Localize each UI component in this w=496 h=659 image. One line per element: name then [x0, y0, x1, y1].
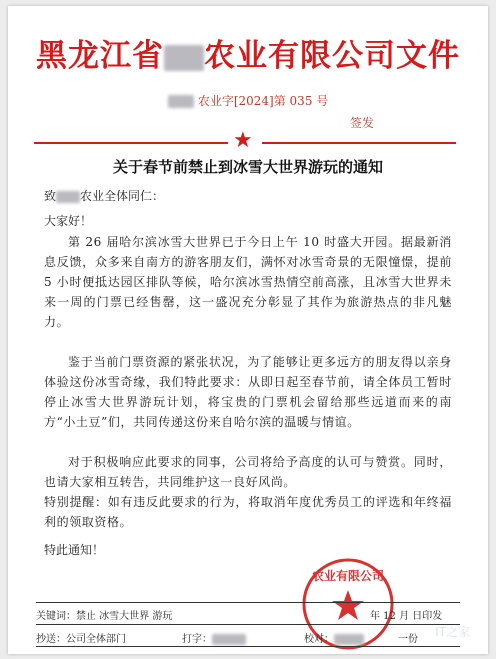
copies-count: 一份	[398, 634, 418, 645]
document-page	[8, 6, 488, 654]
paragraph-recognition: 对于积极响应此要求的同事，公司将给予高度的认可与赞赏。同时，也请大家相互转告，共同维护这一良好风尚。	[44, 455, 452, 489]
typist-field	[182, 630, 246, 645]
header-title-suffix: 农业有限公司文件	[204, 38, 460, 74]
document-number	[168, 92, 328, 109]
paragraph-opening: 第 26 届哈尔滨冰雪大世界已于今日上午 10 时盛大开园。据最新消息反馈，众多来自南方的游客朋友们，满怀对冰雪奇景的无限憧憬，提前 5 小时便抵达园区排队等候，哈尔滨冰雪热情空前高涨，且冰雪大世界未来一周的门票已经售罄，这一盛况充分彰显了其作为旅游热点的非凡魅力。	[44, 235, 452, 329]
salutation-suffix: 农业全体同仁：	[80, 189, 165, 203]
typist-label: 打字：	[182, 634, 212, 645]
paragraph-requirement: 鉴于当前门票资源的紧张状况，为了能够让更多远方的朋友得以亲身体验这份冰雪奇缘，我们特此要求：从即日起至春节前，请全体员工暂时停止冰雪大世界游玩计划，将宝贵的门票机会留给那些远道而来的南方“小土豆”们，共同传递这份来自哈尔滨的温暖与情谊。	[44, 355, 452, 429]
redacted-block	[212, 634, 246, 645]
document-header-title	[8, 30, 488, 75]
notice-title: 关于春节前禁止到冰雪大世界游玩的通知	[112, 158, 383, 176]
header-title-prefix: 黑龙江省	[36, 38, 164, 74]
red-divider-left	[34, 142, 228, 144]
proofreader-field	[304, 630, 364, 645]
cc-line: 抄送：公司全体部门	[36, 634, 126, 645]
keywords-line: 关键词：禁止 冰雪大世界 游玩	[36, 611, 173, 622]
seal-text: 农业有限公司	[311, 569, 385, 583]
footer-divider-bottom	[36, 646, 460, 647]
redacted-block	[56, 191, 80, 203]
issue-date: 年 12 月 日印发	[370, 611, 443, 622]
document-number-text: 农业字[2024]第 035 号	[197, 94, 329, 108]
proofreader-label: 校对：	[304, 634, 334, 645]
redacted-block	[334, 634, 364, 645]
star-icon: ★	[233, 128, 253, 153]
red-divider-right	[262, 142, 456, 144]
redacted-block	[168, 95, 194, 108]
watermark: IT之家	[435, 625, 470, 639]
signer-label: 签发	[350, 116, 375, 130]
redacted-block	[164, 45, 204, 71]
salutation	[44, 187, 164, 204]
paragraph-warning: 特别提醒：如有违反此要求的行为，将取消年度优秀员工的评选和年终福利的领取资格。	[44, 495, 452, 529]
footer-divider-middle	[36, 624, 460, 625]
greeting: 大家好！	[44, 214, 93, 228]
salutation-prefix: 致	[44, 189, 57, 203]
footer-divider-top	[36, 602, 460, 603]
closing-line: 特此通知！	[44, 543, 105, 557]
